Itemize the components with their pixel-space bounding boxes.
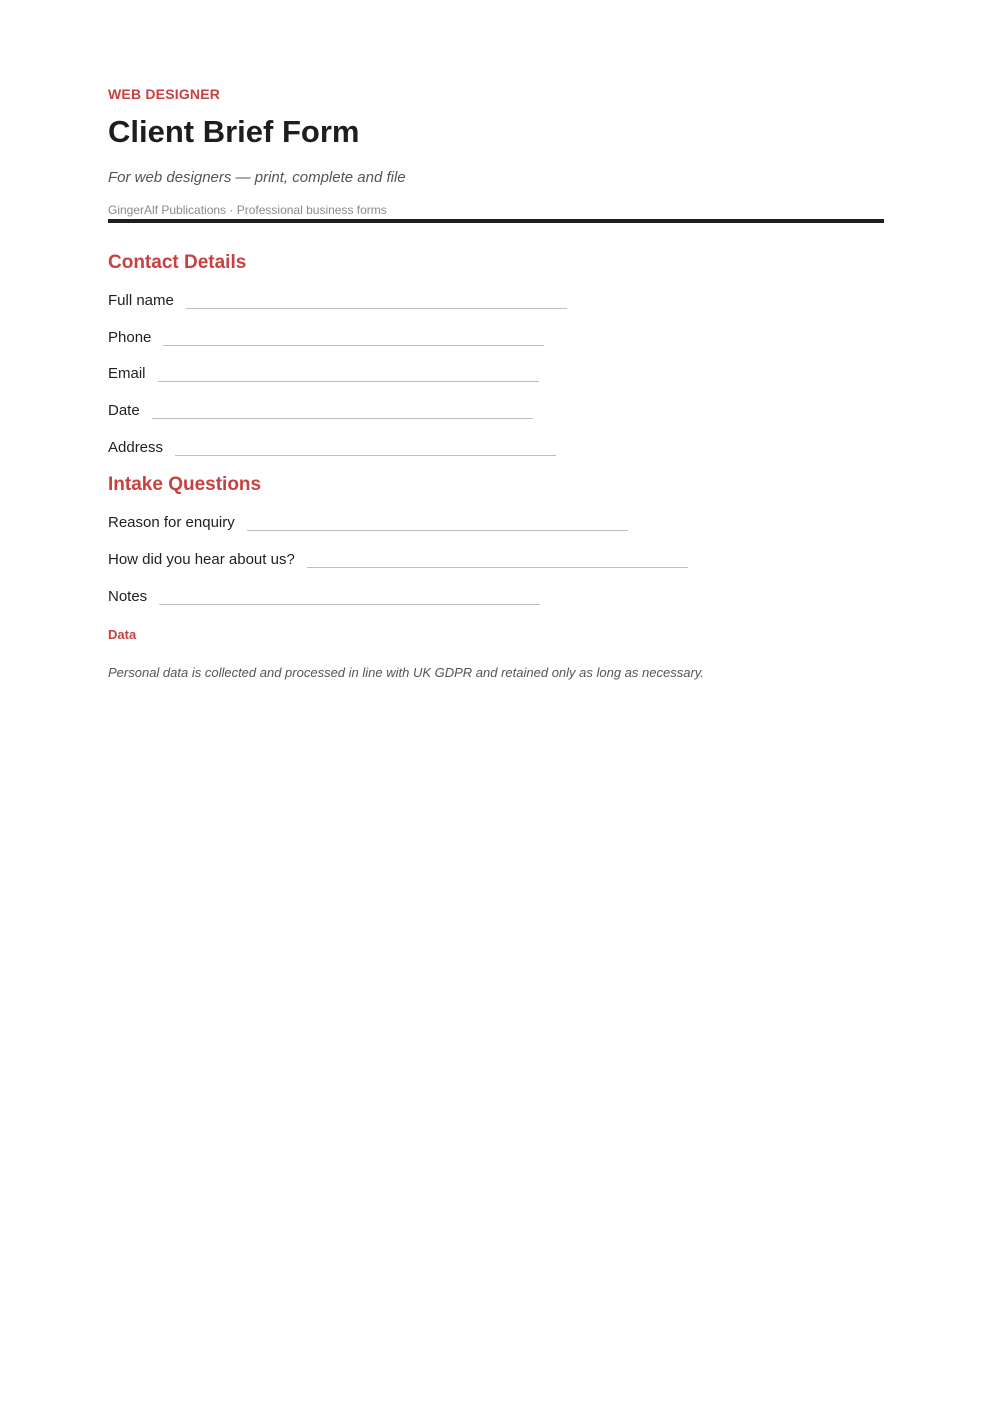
notes-field[interactable]: [108, 584, 540, 606]
email-field[interactable]: [108, 361, 539, 383]
date-label: Date: [108, 402, 140, 419]
notes-label: Notes: [108, 588, 148, 605]
page-title: Client Brief Form: [108, 114, 360, 149]
referral-label: How did you hear about us?: [108, 551, 295, 568]
publisher-line: GingerAlf Publications · Professional business forms: [108, 203, 387, 217]
gdpr-note: Personal data is collected and processed in line with UK GDPR and retained only as long as necessary.: [108, 665, 704, 680]
full-name-field[interactable]: [108, 288, 567, 310]
date-input-line[interactable]: [152, 418, 533, 419]
full-name-label: Full name: [108, 292, 174, 309]
address-field[interactable]: [108, 435, 556, 457]
notes-input-line[interactable]: [159, 604, 540, 605]
header-divider: [108, 219, 884, 223]
full-name-input-line[interactable]: [186, 308, 567, 309]
phone-input-line[interactable]: [163, 345, 544, 346]
date-field[interactable]: [108, 398, 533, 420]
category-label: WEB DESIGNER: [108, 86, 221, 102]
address-input-line[interactable]: [175, 455, 556, 456]
page-subtitle: For web designers — print, complete and file: [108, 169, 406, 186]
reason-field[interactable]: [108, 510, 628, 532]
reason-input-line[interactable]: [247, 530, 628, 531]
data-heading: Data: [108, 627, 137, 642]
email-input-line[interactable]: [158, 381, 539, 382]
referral-field[interactable]: [108, 547, 688, 569]
phone-field[interactable]: [108, 325, 544, 347]
address-label: Address: [108, 439, 164, 456]
referral-input-line[interactable]: [307, 567, 688, 568]
contact-details-heading: Contact Details: [108, 252, 247, 273]
intake-questions-heading: Intake Questions: [108, 474, 262, 495]
email-label: Email: [108, 365, 146, 382]
reason-label: Reason for enquiry: [108, 514, 235, 531]
phone-label: Phone: [108, 329, 152, 346]
